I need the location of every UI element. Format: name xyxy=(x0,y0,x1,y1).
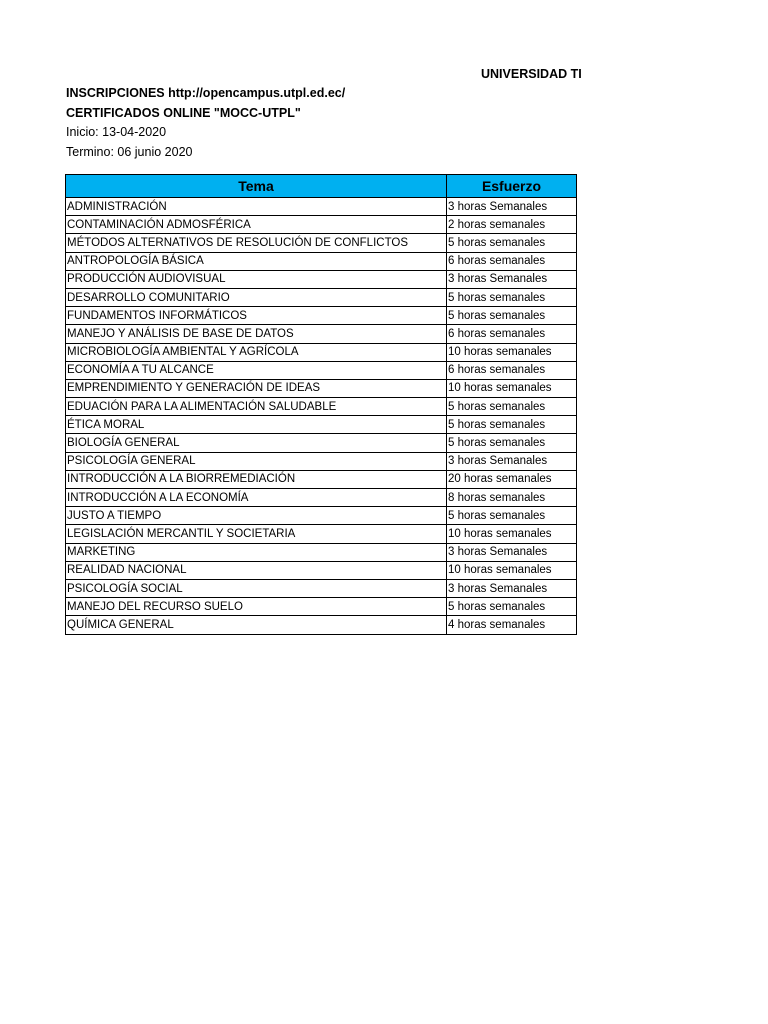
cell-tema: INTRODUCCIÓN A LA BIORREMEDIACIÓN xyxy=(66,470,447,488)
cell-tema: LEGISLACIÓN MERCANTIL Y SOCIETARIA xyxy=(66,525,447,543)
table-row xyxy=(66,525,577,543)
cell-tema: ADMINISTRACIÓN xyxy=(66,198,447,216)
cell-tema: QUÍMICA GENERAL xyxy=(66,616,447,634)
courses-table xyxy=(65,174,577,635)
cell-tema: DESARROLLO COMUNITARIO xyxy=(66,288,447,306)
cell-esfuerzo: 10 horas semanales xyxy=(447,379,577,397)
cell-esfuerzo: 5 horas semanales xyxy=(447,598,577,616)
table-row xyxy=(66,288,577,306)
cell-esfuerzo: 5 horas semanales xyxy=(447,307,577,325)
cell-esfuerzo: 5 horas semanales xyxy=(447,416,577,434)
table-row xyxy=(66,216,577,234)
cell-tema: EMPRENDIMIENTO Y GENERACIÓN DE IDEAS xyxy=(66,379,447,397)
cell-tema: CONTAMINACIÓN ADMOSFÉRICA xyxy=(66,216,447,234)
table-row xyxy=(66,379,577,397)
cell-tema: MANEJO Y ANÁLISIS DE BASE DE DATOS xyxy=(66,325,447,343)
cell-esfuerzo: 3 horas Semanales xyxy=(447,270,577,288)
table-row xyxy=(66,489,577,507)
cell-esfuerzo: 5 horas semanales xyxy=(447,288,577,306)
table-row xyxy=(66,470,577,488)
table-row xyxy=(66,579,577,597)
cell-tema: REALIDAD NACIONAL xyxy=(66,561,447,579)
cell-esfuerzo: 5 horas semanales xyxy=(447,507,577,525)
table-row xyxy=(66,507,577,525)
cell-esfuerzo: 3 horas Semanales xyxy=(447,579,577,597)
cell-esfuerzo: 20 horas semanales xyxy=(447,470,577,488)
table-row xyxy=(66,598,577,616)
table-row xyxy=(66,325,577,343)
table-row xyxy=(66,252,577,270)
table-row xyxy=(66,307,577,325)
table-row xyxy=(66,270,577,288)
inicio-line: Inicio: 13-04-2020 xyxy=(66,125,167,139)
cell-esfuerzo: 5 horas semanales xyxy=(447,234,577,252)
cell-tema: ANTROPOLOGÍA BÁSICA xyxy=(66,252,447,270)
table-row xyxy=(66,398,577,416)
cell-tema: FUNDAMENTOS INFORMÁTICOS xyxy=(66,307,447,325)
document-header xyxy=(66,84,345,162)
cell-esfuerzo: 6 horas semanales xyxy=(447,252,577,270)
cell-tema: PSICOLOGÍA SOCIAL xyxy=(66,579,447,597)
cell-tema: ÉTICA MORAL xyxy=(66,416,447,434)
inscripciones-line: INSCRIPCIONES http://opencampus.utpl.ed.ec/ xyxy=(66,86,346,100)
cell-esfuerzo: 3 horas Semanales xyxy=(447,452,577,470)
table-header-row xyxy=(66,175,577,198)
cell-tema: BIOLOGÍA GENERAL xyxy=(66,434,447,452)
table-row xyxy=(66,234,577,252)
table-row xyxy=(66,616,577,634)
cell-esfuerzo: 5 horas semanales xyxy=(447,434,577,452)
table-body xyxy=(66,198,577,635)
certificados-line: CERTIFICADOS ONLINE "MOCC-UTPL" xyxy=(66,105,301,120)
cell-tema: JUSTO A TIEMPO xyxy=(66,507,447,525)
cell-tema: MICROBIOLOGÍA AMBIENTAL Y AGRÍCOLA xyxy=(66,343,447,361)
cell-tema: PSICOLOGÍA GENERAL xyxy=(66,452,447,470)
column-header-esfuerzo: Esfuerzo xyxy=(447,175,577,198)
cell-tema: ECONOMÍA A TU ALCANCE xyxy=(66,361,447,379)
university-title: UNIVERSIDAD TI xyxy=(481,67,582,81)
cell-esfuerzo: 4 horas semanales xyxy=(447,616,577,634)
cell-esfuerzo: 5 horas semanales xyxy=(447,398,577,416)
termino-line: Termino: 06 junio 2020 xyxy=(66,144,193,159)
cell-tema: MÉTODOS ALTERNATIVOS DE RESOLUCIÓN DE CONFLICTOS xyxy=(66,234,447,252)
cell-esfuerzo: 10 horas semanales xyxy=(447,525,577,543)
cell-esfuerzo: 3 horas Semanales xyxy=(447,198,577,216)
table-row xyxy=(66,343,577,361)
cell-esfuerzo: 2 horas semanales xyxy=(447,216,577,234)
table-row xyxy=(66,361,577,379)
cell-tema: MANEJO DEL RECURSO SUELO xyxy=(66,598,447,616)
cell-esfuerzo: 8 horas semanales xyxy=(447,489,577,507)
table-row xyxy=(66,198,577,216)
cell-esfuerzo: 6 horas semanales xyxy=(447,325,577,343)
cell-esfuerzo: 10 horas semanales xyxy=(447,561,577,579)
cell-tema: MARKETING xyxy=(66,543,447,561)
cell-esfuerzo: 10 horas semanales xyxy=(447,343,577,361)
cell-esfuerzo: 6 horas semanales xyxy=(447,361,577,379)
cell-esfuerzo: 3 horas Semanales xyxy=(447,543,577,561)
table-row xyxy=(66,434,577,452)
table-row xyxy=(66,452,577,470)
cell-tema: INTRODUCCIÓN A LA ECONOMÍA xyxy=(66,489,447,507)
table-row xyxy=(66,561,577,579)
cell-tema: EDUACIÓN PARA LA ALIMENTACIÓN SALUDABLE xyxy=(66,398,447,416)
table-row xyxy=(66,543,577,561)
cell-tema: PRODUCCIÓN AUDIOVISUAL xyxy=(66,270,447,288)
table-row xyxy=(66,416,577,434)
column-header-tema: Tema xyxy=(66,175,447,198)
